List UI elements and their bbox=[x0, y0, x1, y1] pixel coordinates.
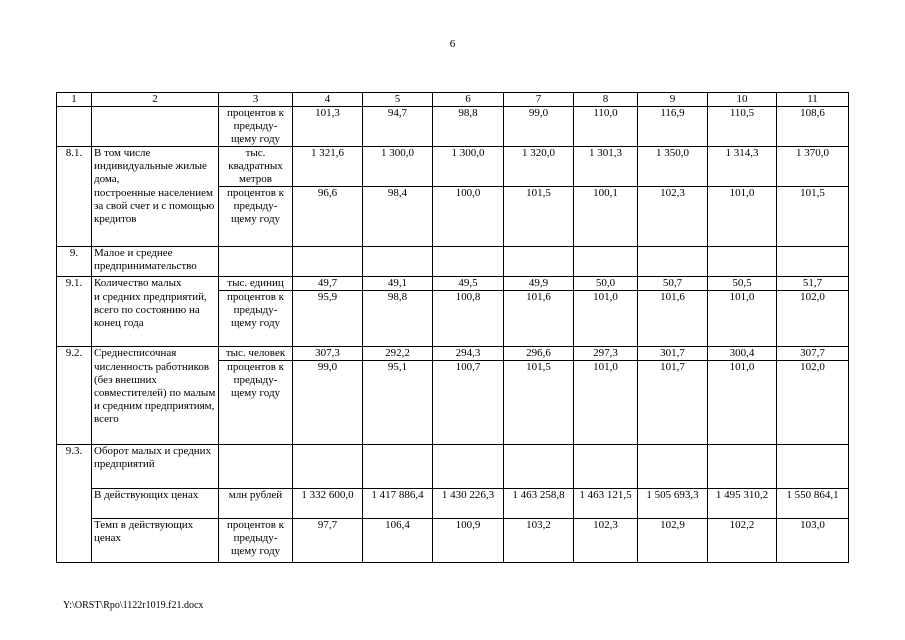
row-number: 9.3. bbox=[57, 445, 92, 489]
value-cell: 101,6 bbox=[504, 291, 574, 347]
value-cell: 1 314,3 bbox=[708, 147, 777, 187]
value-cell: 97,7 bbox=[293, 519, 363, 563]
value-cell: 101,5 bbox=[504, 187, 574, 247]
value-cell: 100,8 bbox=[433, 291, 504, 347]
value-cell: 99,0 bbox=[504, 107, 574, 147]
value-cell: 1 320,0 bbox=[504, 147, 574, 187]
row-label: Среднесписочная bbox=[92, 347, 219, 361]
value-cell: 1 550 864,1 bbox=[777, 489, 849, 519]
header-cell: 4 bbox=[293, 93, 363, 107]
header-cell: 11 bbox=[777, 93, 849, 107]
table-row bbox=[57, 247, 849, 277]
header-cell: 6 bbox=[433, 93, 504, 107]
table-row bbox=[57, 489, 849, 519]
value-cell: 1 463 121,5 bbox=[574, 489, 638, 519]
value-cell: 101,7 bbox=[638, 361, 708, 445]
value-cell: 102,2 bbox=[708, 519, 777, 563]
value-cell: 297,3 bbox=[574, 347, 638, 361]
row-label: Количество малых bbox=[92, 277, 219, 291]
unit-cell: процентов к предыду-щему году bbox=[219, 519, 293, 563]
row-label: и средних предприятий, всего по состоянию на конец года bbox=[92, 291, 219, 347]
value-cell: 102,0 bbox=[777, 361, 849, 445]
value-cell: 110,0 bbox=[574, 107, 638, 147]
row-number: 8.1. bbox=[57, 147, 92, 187]
value-cell: 101,3 bbox=[293, 107, 363, 147]
value-cell: 1 321,6 bbox=[293, 147, 363, 187]
header-cell: 5 bbox=[363, 93, 433, 107]
unit-cell: млн рублей bbox=[219, 489, 293, 519]
value-cell: 100,9 bbox=[433, 519, 504, 563]
value-cell: 1 301,3 bbox=[574, 147, 638, 187]
value-cell: 1 417 886,4 bbox=[363, 489, 433, 519]
unit-cell: тыс. квадратных метров bbox=[219, 147, 293, 187]
value-cell: 49,7 bbox=[293, 277, 363, 291]
value-cell: 294,3 bbox=[433, 347, 504, 361]
value-cell: 1 430 226,3 bbox=[433, 489, 504, 519]
table-row bbox=[57, 107, 849, 147]
value-cell: 116,9 bbox=[638, 107, 708, 147]
value-cell: 49,9 bbox=[504, 277, 574, 291]
value-cell: 101,0 bbox=[708, 187, 777, 247]
value-cell: 101,0 bbox=[574, 291, 638, 347]
value-cell: 108,6 bbox=[777, 107, 849, 147]
header-row bbox=[57, 93, 849, 107]
value-cell: 101,6 bbox=[638, 291, 708, 347]
value-cell: 102,3 bbox=[638, 187, 708, 247]
value-cell: 49,5 bbox=[433, 277, 504, 291]
value-cell: 101,0 bbox=[708, 361, 777, 445]
header-cell: 8 bbox=[574, 93, 638, 107]
table-row bbox=[57, 291, 849, 347]
value-cell: 103,0 bbox=[777, 519, 849, 563]
value-cell: 1 463 258,8 bbox=[504, 489, 574, 519]
value-cell: 1 332 600,0 bbox=[293, 489, 363, 519]
row-label: В действующих ценах bbox=[92, 489, 219, 519]
row-number: 9. bbox=[57, 247, 92, 277]
unit-cell: тыс. единиц bbox=[219, 277, 293, 291]
row-number: 9.1. bbox=[57, 277, 92, 291]
unit-cell: процентов к предыду-щему году bbox=[219, 187, 293, 247]
value-cell: 100,1 bbox=[574, 187, 638, 247]
header-cell: 9 bbox=[638, 93, 708, 107]
row-label: построенные населением за свой счет и с помощью кредитов bbox=[92, 187, 219, 247]
value-cell: 101,5 bbox=[504, 361, 574, 445]
table-row bbox=[57, 361, 849, 445]
header-cell: 2 bbox=[92, 93, 219, 107]
value-cell: 101,5 bbox=[777, 187, 849, 247]
value-cell: 1 495 310,2 bbox=[708, 489, 777, 519]
row-label: Оборот малых и средних предприятий bbox=[92, 445, 219, 489]
table-row bbox=[57, 277, 849, 291]
value-cell: 102,9 bbox=[638, 519, 708, 563]
table-row bbox=[57, 187, 849, 247]
file-path-footer: Y:\ORST\Rpo\1122r1019.f21.docx bbox=[63, 600, 204, 611]
value-cell: 98,8 bbox=[433, 107, 504, 147]
row-number: 9.2. bbox=[57, 347, 92, 361]
value-cell: 95,9 bbox=[293, 291, 363, 347]
unit-cell: процентов к предыду-щему году bbox=[219, 291, 293, 347]
value-cell: 307,3 bbox=[293, 347, 363, 361]
value-cell: 50,0 bbox=[574, 277, 638, 291]
value-cell: 110,5 bbox=[708, 107, 777, 147]
value-cell: 101,0 bbox=[574, 361, 638, 445]
value-cell: 1 350,0 bbox=[638, 147, 708, 187]
value-cell: 100,0 bbox=[433, 187, 504, 247]
value-cell: 99,0 bbox=[293, 361, 363, 445]
value-cell: 300,4 bbox=[708, 347, 777, 361]
value-cell: 1 300,0 bbox=[363, 147, 433, 187]
value-cell: 101,0 bbox=[708, 291, 777, 347]
value-cell: 98,4 bbox=[363, 187, 433, 247]
value-cell: 96,6 bbox=[293, 187, 363, 247]
value-cell: 102,0 bbox=[777, 291, 849, 347]
value-cell: 102,3 bbox=[574, 519, 638, 563]
table-row bbox=[57, 347, 849, 361]
table-row bbox=[57, 147, 849, 187]
row-label: В том числе индивидуальные жилые дома, bbox=[92, 147, 219, 187]
value-cell: 50,7 bbox=[638, 277, 708, 291]
value-cell: 1 505 693,3 bbox=[638, 489, 708, 519]
value-cell: 51,7 bbox=[777, 277, 849, 291]
value-cell: 50,5 bbox=[708, 277, 777, 291]
row-label: численность работников (без внешних совместителей) по малым и средним предприятиям, всего bbox=[92, 361, 219, 445]
value-cell: 103,2 bbox=[504, 519, 574, 563]
value-cell: 100,7 bbox=[433, 361, 504, 445]
value-cell: 95,1 bbox=[363, 361, 433, 445]
header-cell: 7 bbox=[504, 93, 574, 107]
unit-cell: процентов к предыду-щему году bbox=[219, 107, 293, 147]
value-cell: 301,7 bbox=[638, 347, 708, 361]
table-row bbox=[57, 519, 849, 563]
row-label: Малое и среднее предпринимательство bbox=[92, 247, 219, 277]
value-cell: 49,1 bbox=[363, 277, 433, 291]
table-row bbox=[57, 445, 849, 489]
header-cell: 1 bbox=[57, 93, 92, 107]
page-number: 6 bbox=[449, 38, 456, 50]
unit-cell: тыс. человек bbox=[219, 347, 293, 361]
value-cell: 1 300,0 bbox=[433, 147, 504, 187]
data-table bbox=[56, 92, 849, 563]
value-cell: 94,7 bbox=[363, 107, 433, 147]
header-cell: 3 bbox=[219, 93, 293, 107]
value-cell: 1 370,0 bbox=[777, 147, 849, 187]
value-cell: 296,6 bbox=[504, 347, 574, 361]
unit-cell: процентов к предыду-щему году bbox=[219, 361, 293, 445]
row-label: Темп в действующих ценах bbox=[92, 519, 219, 563]
value-cell: 292,2 bbox=[363, 347, 433, 361]
header-cell: 10 bbox=[708, 93, 777, 107]
value-cell: 106,4 bbox=[363, 519, 433, 563]
value-cell: 98,8 bbox=[363, 291, 433, 347]
value-cell: 307,7 bbox=[777, 347, 849, 361]
